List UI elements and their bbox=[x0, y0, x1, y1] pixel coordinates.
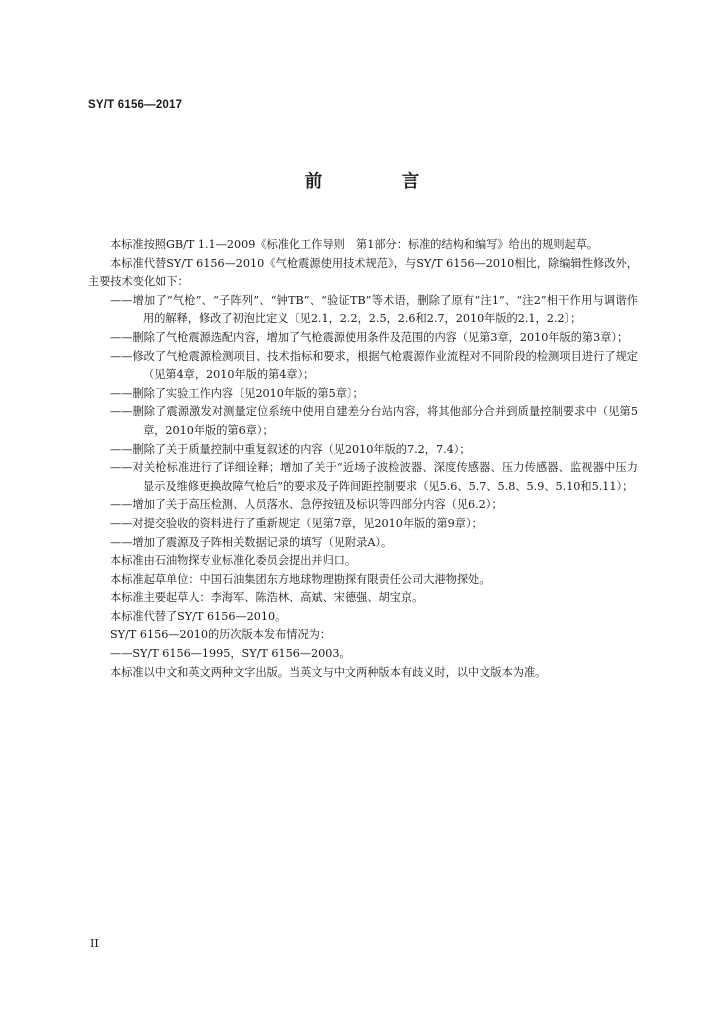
change-item: ——对提交验收的资料进行了重新规定（见第7章，见2010年版的第9章）； bbox=[110, 516, 483, 530]
standard-code: SY/T 6156—2017 bbox=[88, 99, 183, 111]
paragraph-replaces: 本标准代替了SY/T 6156—2010。 bbox=[110, 609, 287, 623]
paragraph-replacement: 本标准代替SY/T 6156—2010《气枪震源使用技术规范》，与SY/T 6156—2010相比，除编辑性修改外，主要技术变化如下： bbox=[88, 256, 638, 289]
change-item: ——删除了关于质量控制中重复叙述的内容（见2010年版的7.2，7.4）； bbox=[110, 442, 471, 456]
paragraph-proposer: 本标准由石油物探专业标准化委员会提出并归口。 bbox=[110, 554, 357, 568]
change-item: ——删除了实验工作内容〔见2010年版的第5章〕； bbox=[110, 386, 364, 400]
foreword-body bbox=[88, 236, 638, 682]
change-item: ——对关枪标准进行了详细诠释；增加了关于“近场子波检波器、深度传感器、压力传感器、监视器中压力显示及维修更换故障气枪后”的要求及子阵间距控制要求（见5.6、5.7、5.8、5.9、5.10和5.11）； bbox=[110, 461, 638, 493]
paragraph-drafting-rules: 本标准按照GB/T 1.1—2009《标准化工作导则 第1部分：标准的结构和编写》给出的规则起草。 bbox=[110, 238, 599, 251]
paragraph-languages: 本标准以中文和英文两种文字出版。当英文与中文两种版本有歧义时，以中文版本为准。 bbox=[110, 665, 547, 679]
change-item: ——增加了“气枪”、“子阵列”、“钟TB”、“验证TB”等术语，删除了原有“注1”、“注2”相干作用与调谐作用的解释，修改了初泡比定义〔见2.1，2.2，2.5，2.6和2.7，2010年版的2.1，2.2〕； bbox=[110, 293, 638, 326]
page-number: II bbox=[90, 937, 99, 950]
change-item: ——删除了气枪震源选配内容，增加了气枪震源使用条件及范围的内容（见第3章，2010年版的第3章）； bbox=[110, 330, 629, 344]
paragraph-drafting-unit: 本标准起草单位：中国石油集团东方地球物理勘探有限责任公司大港物探处。 bbox=[110, 572, 491, 586]
paragraph-history-intro: SY/T 6156—2010的历次版本发布情况为： bbox=[110, 628, 332, 642]
change-item: ——增加了关于高压检测、人员落水、急停按钮及标识等四部分内容（见6.2）； bbox=[110, 498, 503, 512]
paragraph-drafters: 本标准主要起草人：李海军、陈浩林、高斌、宋德强、胡宝京。 bbox=[110, 591, 424, 605]
change-item: ——增加了震源及子阵相关数据记录的填写（见附录A）。 bbox=[110, 535, 393, 549]
change-item: ——修改了气枪震源检测项目、技术指标和要求，根据气枪震源作业流程对不同阶段的检测项目进行了规定（见第4章，2010年版的第4章）； bbox=[110, 349, 638, 382]
change-item: ——删除了震源激发对测量定位系统中使用自建差分台站内容，将其他部分合并到质量控制要求中（见第5章，2010年版的第6章）； bbox=[110, 405, 638, 437]
page-title: 前 言 bbox=[304, 172, 451, 192]
history-item: ——SY/T 6156—1995，SY/T 6156—2003。 bbox=[110, 647, 351, 661]
